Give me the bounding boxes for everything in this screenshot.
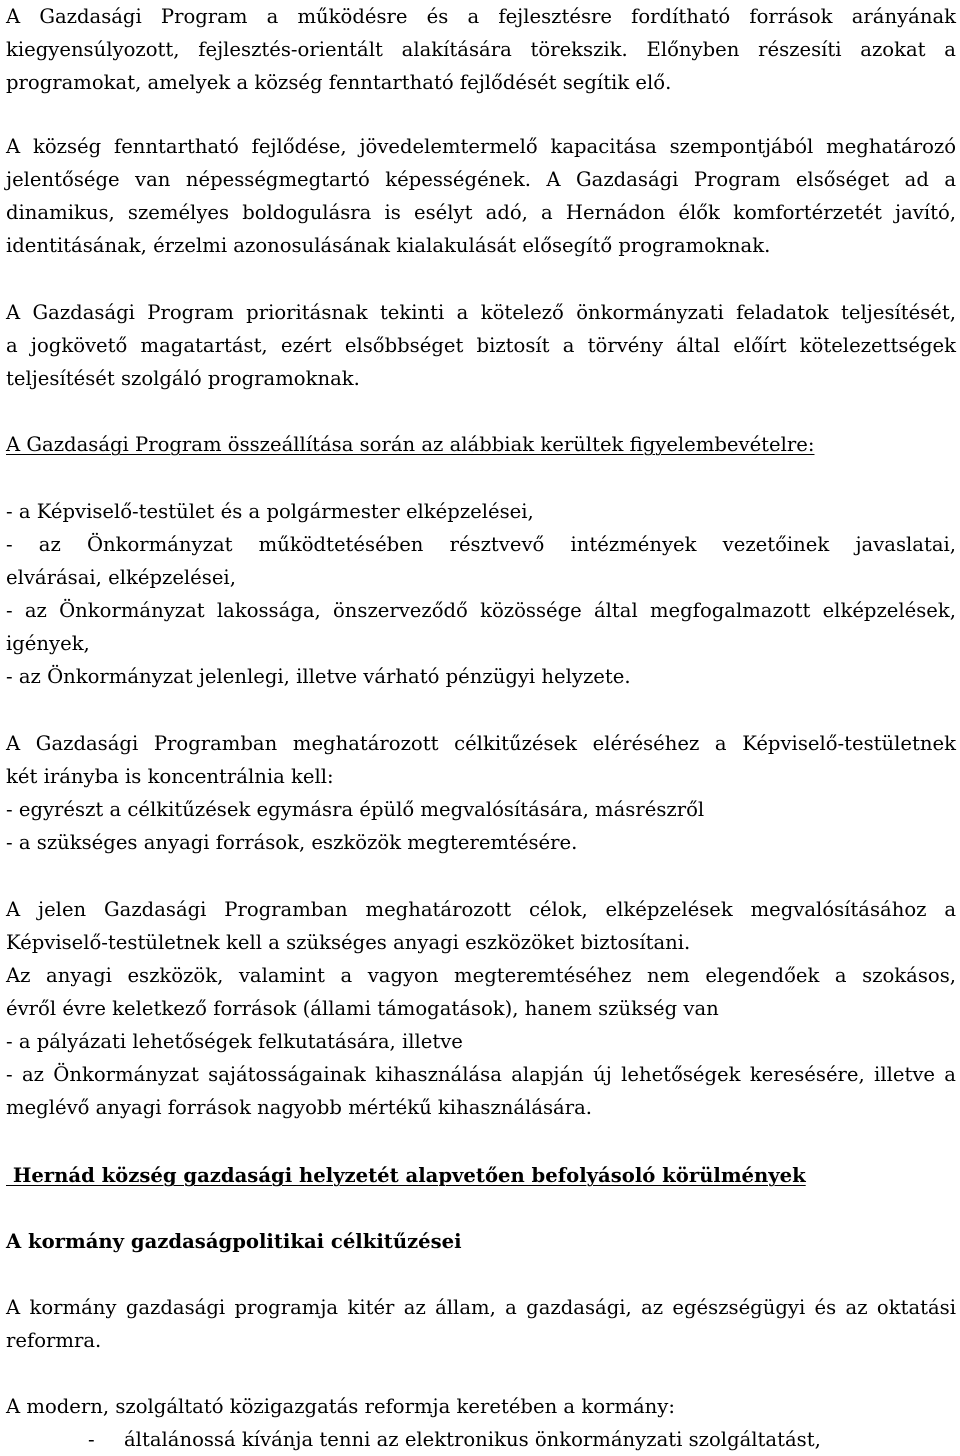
text-line: meglévő anyagi források nagyobb mértékű kihasználására.: [6, 1096, 593, 1119]
section-heading: [6, 1159, 956, 1192]
paragraph-9: [6, 1390, 956, 1423]
paragraph-8: [6, 1291, 956, 1357]
text-line: elvárásai, elképzelései,: [6, 566, 236, 589]
bullet-dash: -: [88, 1428, 95, 1451]
text-line: évről évre keletkező források (állami támogatások), hanem szükség van: [6, 997, 719, 1020]
text-line: reformra.: [6, 1329, 102, 1352]
text-line: dinamikus, személyes boldogulásra is esélyt adó, a Hernádon élők komfortérzetét javító,: [6, 201, 956, 224]
bullet-text: általánossá kívánja tenni az elektronikus önkormányzati szolgáltatást,: [124, 1428, 821, 1451]
paragraph-6: [6, 727, 956, 859]
bullet-item: [6, 1423, 956, 1456]
list-item: - a szükséges anyagi források, eszközök megteremtésére.: [6, 831, 578, 854]
paragraph-7: [6, 893, 956, 1124]
text-line: A Gazdasági Program a működésre és a fejlesztésre fordítható források arányának: [6, 5, 956, 28]
paragraph-1: [6, 0, 956, 99]
paragraph-2: [6, 130, 956, 262]
text-line: A jelen Gazdasági Programban meghatározott célok, elképzelések megvalósításához a: [6, 898, 956, 921]
text-line: A község fenntartható fejlődése, jövedelemtermelő kapacitása szempontjából meghatározó: [6, 135, 956, 158]
subsection-heading-text: A kormány gazdaságpolitikai célkitűzései: [6, 1230, 462, 1253]
text-line: a jogkövető magatartást, ezért elsőbbséget biztosít a törvény által előírt kötelezettségek: [6, 334, 956, 357]
text-line: kiegyensúlyozott, fejlesztés-orientált alakítására törekszik. Előnyben részesíti azokat a: [6, 38, 956, 61]
list-item: - az Önkormányzat működtetésében résztvevő intézmények vezetőinek javaslatai,: [6, 533, 956, 556]
text-line: két irányba is koncentrálnia kell:: [6, 765, 334, 788]
paragraph-3: [6, 296, 956, 395]
text-line: jelentősége van népességmegtartó képességének. A Gazdasági Program elsőséget ad a: [6, 168, 956, 191]
text-line: A modern, szolgáltató közigazgatás reformja keretében a kormány:: [6, 1395, 675, 1418]
considerations-list: [6, 495, 956, 693]
text-line: teljesítését szolgáló programoknak.: [6, 367, 360, 390]
text-line: Képviselő-testületnek kell a szükséges anyagi eszközöket biztosítani.: [6, 931, 691, 954]
list-item: - az Önkormányzat sajátosságainak kihasználása alapján új lehetőségek keresésére, illetve a: [6, 1063, 956, 1086]
text-line: identitásának, érzelmi azonosulásának kialakulását elősegítő programoknak.: [6, 234, 771, 257]
text-line: A Gazdasági Programban meghatározott célkitűzések eléréséhez a Képviselő-testületnek: [6, 732, 956, 755]
text-line: A kormány gazdasági programja kitér az állam, a gazdasági, az egészségügyi és az oktatási: [6, 1296, 956, 1319]
section-heading-text: Hernád község gazdasági helyzetét alapvetően befolyásoló körülmények: [6, 1164, 806, 1187]
list-item: - a Képviselő-testület és a polgármester elképzelései,: [6, 500, 534, 523]
text-line: A Gazdasági Program prioritásnak tekinti a kötelező önkormányzati feladatok teljesítését,: [6, 301, 956, 324]
list-item: - egyrészt a célkitűzések egymásra épülő megvalósítására, másrészről: [6, 798, 705, 821]
text-line: Az anyagi eszközök, valamint a vagyon megteremtéséhez nem elegendőek a szokásos,: [6, 964, 956, 987]
text-line: A Gazdasági Program összeállítása során az alábbiak kerültek figyelembevételre:: [6, 433, 815, 456]
list-item: - az Önkormányzat lakossága, önszerveződő közössége által megfogalmazott elképzelések,: [6, 599, 956, 622]
considerations-heading: [6, 428, 956, 461]
text-line: programokat, amelyek a község fenntartható fejlődését segítik elő.: [6, 71, 672, 94]
subsection-heading: [6, 1225, 956, 1258]
list-item: - az Önkormányzat jelenlegi, illetve várható pénzügyi helyzete.: [6, 665, 631, 688]
list-item: - a pályázati lehetőségek felkutatására, illetve: [6, 1030, 463, 1053]
text-line: igények,: [6, 632, 90, 655]
